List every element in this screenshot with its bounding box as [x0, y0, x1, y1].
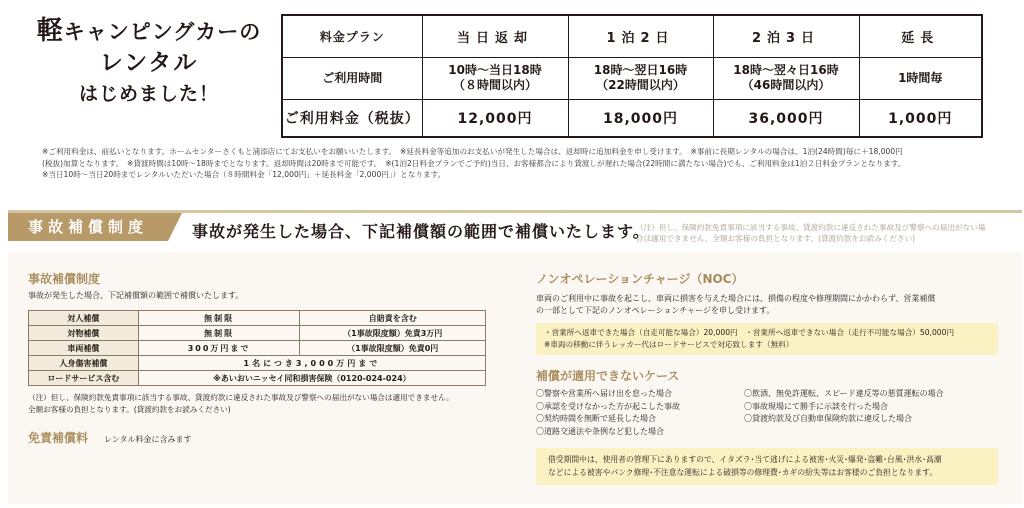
table-row: [29, 341, 486, 356]
time-sub: （８時間以内）: [452, 78, 537, 92]
liability-box: [536, 448, 998, 485]
price-notes: [42, 146, 1002, 181]
exemption-title: 免責補償料: [28, 431, 89, 445]
comp-label: 車両補償: [29, 341, 139, 356]
price-header-1night: 1泊2日: [568, 15, 713, 57]
comp-label: ロードサービス含む: [29, 371, 139, 386]
hero-line-1-rest: キャンピングカーの: [63, 20, 262, 44]
comp-detail: （1事故限度額）免責0円: [300, 341, 486, 356]
note-line: ※当日10時～当日20時までレンタルいただいた場合（８時間料金「12,000円」＋延長料金「2,000円」）となります。: [42, 170, 446, 179]
comp-label: 人身傷害補償: [29, 356, 139, 371]
exemption-text: レンタル料金に含みます: [104, 435, 192, 444]
comp-value: 1名につき3,000万円まで: [138, 356, 485, 371]
comp-value: 無制限: [138, 326, 300, 341]
list-item: 〇承認を受けなかった方が起こした事故: [536, 401, 680, 411]
price-time-row: [282, 57, 982, 99]
hero-line-1: [24, 16, 274, 47]
noc-body-line: 車両のご利用中に事故を起こし、車両に損害を与えた場合には、損傷の程度や修理期間にかかわらず、営業補償: [536, 294, 936, 303]
noc-body-line: の一部として下記のノンオペレーションチャージを申し受けます。: [536, 306, 775, 315]
liability-line: 借受期間中は、使用者の管理下にありますので、イタズラ･当て逃げによる被害･火災･爆発･盗難･台風･洪水･高潮: [548, 455, 942, 464]
compensation-table: [28, 310, 486, 386]
hero-heading: [24, 16, 274, 109]
cases-column-b: [744, 388, 1004, 438]
table-row: [29, 311, 486, 326]
note-line: 全額お客様の負担となります。(貸渡約款をお読みください): [28, 404, 231, 414]
comp-value: 無制限: [138, 311, 300, 326]
liability-line: などによる被害やパンク修理･不注意な運転による破損等の修理費･カギの紛失等はお客様のご負担となります。: [548, 467, 938, 477]
price-fee-1night: 18,000円: [568, 99, 713, 137]
note-line: ※ご利用料金は、前払いとなります。ホームセンターさくもと浦添店にてお支払いをお願いいたします。 ※延長料金等追加のお支払いが発生した場合は、返却時に追加料金を申し受けます。 ※事前に長期レンタルの場合は、1泊(24時間)毎に＋18,000円: [42, 147, 903, 156]
lower-panel: [8, 252, 1022, 504]
comp-detail: 自賠責を含む: [300, 311, 486, 326]
time-main: 18時～翌日16時: [593, 63, 688, 77]
price-fee-2nights: 36,000円: [713, 99, 859, 137]
price-time-2nights: [713, 57, 859, 99]
list-item: 〇契約時間を無断で延長した場合: [536, 414, 656, 423]
comp-value: ※あいおいニッセイ同和損害保険（0120-024-024）: [138, 371, 485, 386]
time-main: 18時～翌々日16時: [733, 63, 839, 77]
price-header-row: [282, 15, 982, 57]
time-sub: （46時間以内）: [741, 78, 831, 92]
noc-box-line: ・営業所へ返車できた場合（自走可能な場合）20,000円 ・営業所へ返車できない場合（走行不可能な場合）50,000円: [544, 328, 955, 337]
noc-title: ノンオペレーションチャージ（NOC）: [536, 272, 744, 286]
price-header-extension: 延長: [859, 15, 982, 57]
note-line: (税抜)加算となります。 ※貸渡時間は10時～18時までとなります。返却時間は20時まで可能です。 ※(1泊2日料金プランでご予約)当日、お客様都合により貸渡しが遅れた場合(22時間に満たない場合)でも、ご利用料金は1泊２日料金プランとなります。: [42, 158, 906, 168]
noc-box-line: ※車両の移動に伴うレッカー代はロードサービスで対応致します（無料）: [544, 340, 794, 349]
price-time-extension: [859, 57, 982, 99]
hero-line-2: レンタル: [99, 50, 199, 76]
price-fee-row: [282, 99, 982, 137]
comp-label: 対物補償: [29, 326, 139, 341]
comp-label: 対人補償: [29, 311, 139, 326]
table-row: [29, 371, 486, 386]
section-headline: 事故が発生した場合、下記補償額の範囲で補償いたします。: [192, 222, 650, 241]
compensation-section: [28, 270, 508, 446]
cases-title: 補償が適用できないケース: [536, 369, 680, 383]
table-row: [29, 326, 486, 341]
cases-column-a: [536, 388, 744, 438]
list-item: 〇警察や営業所へ届け出を怠った場合: [536, 389, 672, 398]
time-main: 1時間毎: [898, 70, 943, 85]
price-time-1night: [568, 57, 713, 99]
price-fee-extension: 1,000円: [859, 99, 982, 137]
exemption-row: [28, 429, 508, 446]
price-header-plan: 料金プラン: [282, 15, 422, 57]
section-tag: 事故補償制度: [8, 213, 168, 241]
price-time-same-day: [422, 57, 568, 99]
cases-list: [536, 388, 1006, 438]
note-line: （注）但し、保険約款免責事項に該当する事故、貸渡約款に違反された事故及び警察への届出がない場合は適用できません。: [28, 393, 454, 402]
price-table: [281, 14, 983, 138]
price-header-same-day: 当日返却: [422, 15, 568, 57]
section-note: （注）但し、保険約款免責事項に該当する事故、貸渡約款に違反された事故及び警察への届出がない場合は適用できません。全額お客様の負担となります。(貸渡約款をお読みください): [636, 223, 986, 243]
comp-detail: （1事故限度額）免責3万円: [300, 326, 486, 341]
time-main: 10時～当日18時: [448, 63, 542, 77]
noc-body: [536, 293, 1006, 317]
comp-value: 300万円まで: [138, 341, 300, 356]
price-fee-label: ご利用料金（税抜）: [282, 99, 422, 137]
table-row: [29, 356, 486, 371]
price-time-label: ご利用時間: [282, 57, 422, 99]
compensation-intro: 事故が発生した場合、下記補償額の範囲で補償いたします。: [28, 291, 244, 300]
noc-charge-box: [536, 323, 998, 355]
hero-kei: 軽: [36, 16, 64, 46]
list-item: 〇貸渡約款及び自動車保険約款に違反した場合: [744, 414, 912, 423]
hero-line-3: はじめました！: [78, 83, 219, 105]
compensation-note: [28, 392, 508, 415]
noc-section: [536, 270, 1006, 485]
list-item: 〇道路交通法や条例など犯した場合: [536, 426, 664, 436]
price-fee-same-day: 12,000円: [422, 99, 568, 137]
list-item: 〇飲酒、無免許運転、スピード違反等の悪質運転の場合: [744, 389, 944, 398]
price-header-2nights: 2泊3日: [713, 15, 859, 57]
time-sub: （22時間以内）: [596, 78, 685, 92]
list-item: 〇事故現場にて勝手に示談を行った場合: [744, 401, 888, 411]
compensation-title: 事故補償制度: [28, 272, 101, 286]
